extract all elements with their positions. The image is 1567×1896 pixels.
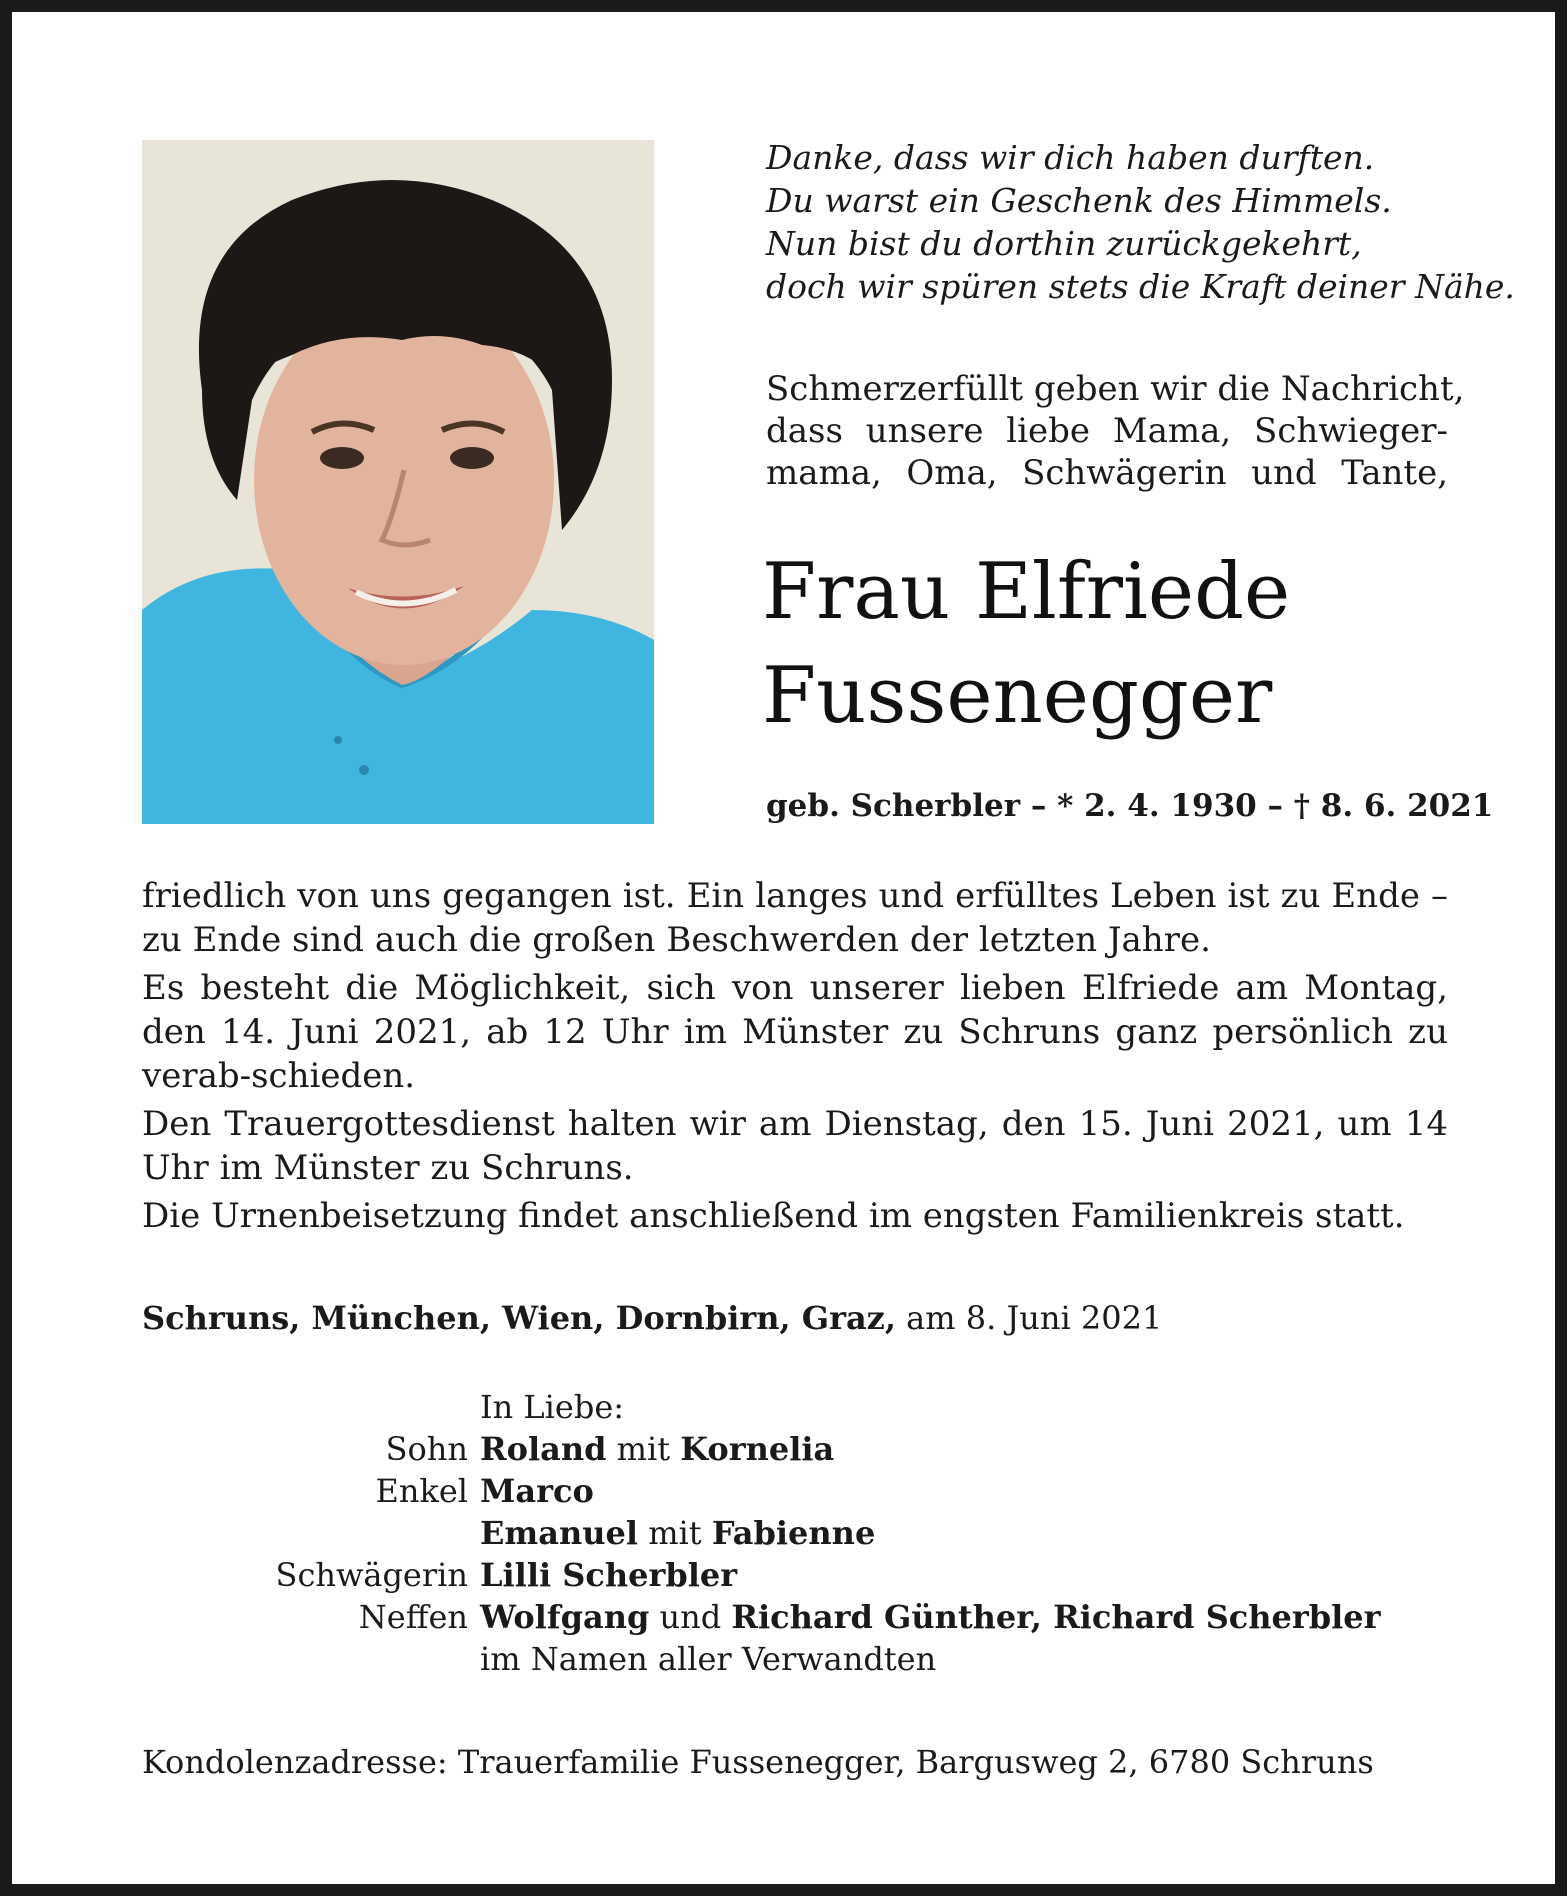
- intro-line: mama, Oma, Schwägerin und Tante,: [766, 453, 1448, 493]
- verse-line: Danke, dass wir dich haben durften.: [766, 138, 1375, 177]
- mourners-heading-row: [142, 1386, 1381, 1428]
- body-paragraph: Den Trauergottesdienst halten wir am Dienstag, den 15. Juni 2021, um 14 Uhr im Münster zu Schruns.: [142, 1104, 1448, 1188]
- body-paragraph: Es besteht die Möglichkeit, sich von unserer lieben Elfriede am Montag, den 14. Juni 2021, ab 12 Uhr im Münster zu Schruns ganz persönlich zu verab-schieden.: [142, 968, 1448, 1096]
- condolence-address: Kondolenzadresse: Trauerfamilie Fussenegger, Bargusweg 2, 6780 Schruns: [142, 1743, 1374, 1781]
- mourner-name: Marco: [480, 1472, 594, 1510]
- verse-line: Nun bist du dorthin zurückgekehrt,: [766, 224, 1362, 263]
- mourner-name: Lilli Scherbler: [480, 1556, 738, 1594]
- mourner-name: Kornelia: [680, 1430, 835, 1468]
- mourner-conjunction: und: [659, 1598, 722, 1636]
- places-list: Schruns, München, Wien, Dornbirn, Graz,: [142, 1299, 896, 1337]
- intro-line: Schmerzerfüllt geben wir die Nachricht,: [766, 369, 1465, 409]
- name-line-2: Fussenegger: [762, 651, 1273, 741]
- mourner-conjunction: mit: [616, 1430, 671, 1468]
- verse-line: doch wir spüren stets die Kraft deiner Nähe.: [766, 267, 1515, 306]
- mourner-relation: Neffen: [358, 1598, 468, 1636]
- body-paragraph: friedlich von uns gegangen ist. Ein langes und erfülltes Leben ist zu Ende – zu Ende sind auch die großen Beschwerden der letzten Jahre.: [142, 876, 1448, 960]
- intro-line: dass unsere liebe Mama, Schwieger-: [766, 411, 1448, 451]
- birth-death-dates: geb. Scherbler – * 2. 4. 1930 – † 8. 6. 2021: [766, 788, 1494, 824]
- mourner-relation: Sohn: [385, 1430, 468, 1468]
- announcement-date: am 8. Juni 2021: [906, 1299, 1163, 1337]
- mourner-name: Emanuel: [480, 1514, 639, 1552]
- memorial-verse: [766, 136, 1515, 308]
- mourners-list: [142, 1386, 1381, 1680]
- mourner-relation: Schwägerin: [275, 1556, 468, 1594]
- mourners-heading: In Liebe:: [480, 1388, 625, 1426]
- mourner-name: Wolfgang: [480, 1598, 650, 1636]
- verse-line: Du warst ein Geschenk des Himmels.: [766, 181, 1392, 220]
- mourner-relation: Enkel: [375, 1472, 468, 1510]
- mourners-closing: im Namen aller Verwandten: [480, 1640, 937, 1678]
- mourner-name: Richard Günther, Richard Scherbler: [731, 1598, 1381, 1636]
- mourner-row: [142, 1512, 1381, 1554]
- name-line-1: Frau Elfriede: [762, 547, 1291, 637]
- body-paragraph: Die Urnenbeisetzung findet anschließend im engsten Familienkreis statt.: [142, 1196, 1405, 1236]
- announcement-body: [142, 874, 1448, 1242]
- mourner-row: [142, 1554, 1381, 1596]
- places-and-date: [142, 1296, 1162, 1340]
- deceased-name: [762, 540, 1482, 748]
- mourner-name: Fabienne: [711, 1514, 876, 1552]
- mourner-row: [142, 1470, 1381, 1512]
- portrait-illustration: [142, 140, 654, 824]
- announcement-intro: [766, 368, 1465, 494]
- portrait-photo: [142, 140, 654, 824]
- mourner-conjunction: mit: [648, 1514, 702, 1552]
- mourner-name: Roland: [480, 1430, 607, 1468]
- mourner-row: [142, 1596, 1381, 1638]
- mourner-row: [142, 1428, 1381, 1470]
- mourners-closing-row: [142, 1638, 1381, 1680]
